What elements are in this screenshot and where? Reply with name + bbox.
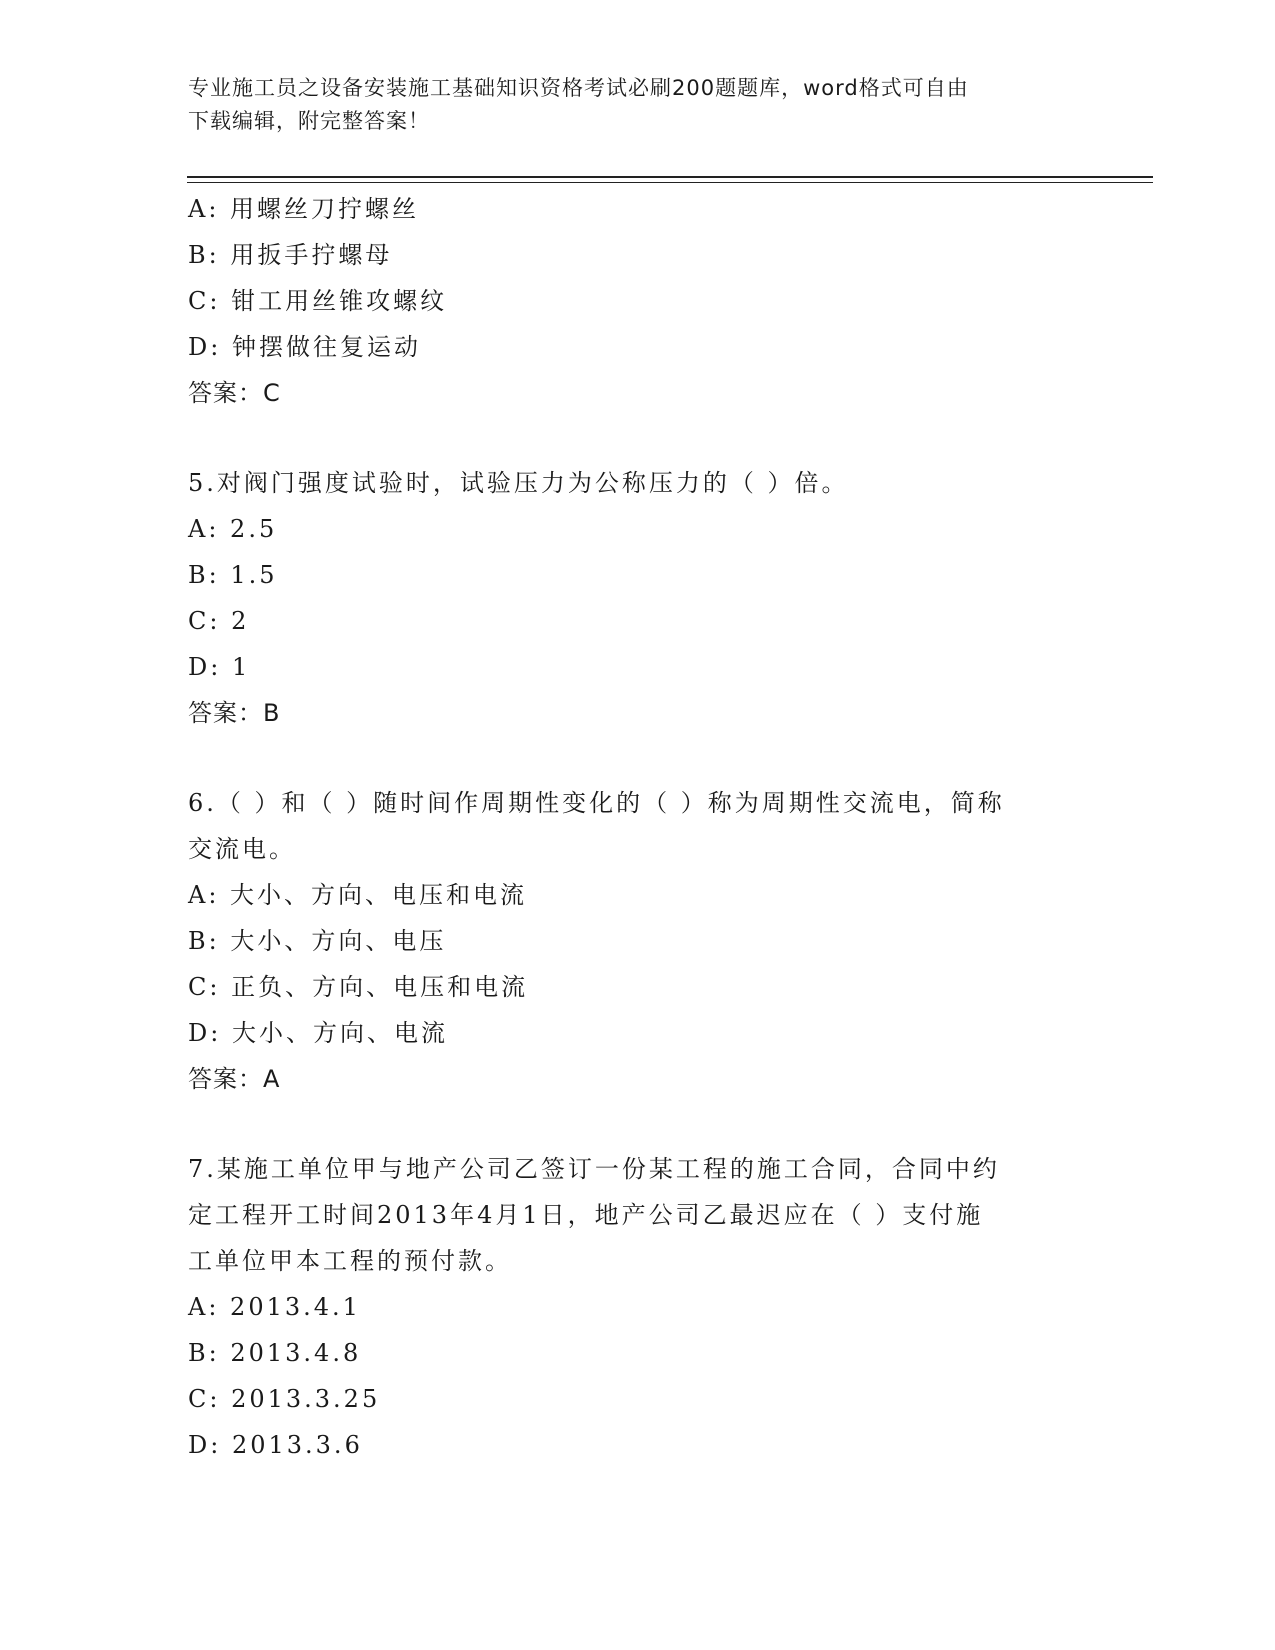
question-text-line-2: 交流电。 <box>188 835 296 863</box>
question-text-line-2: 定工程开工时间2013年4月1日，地产公司乙最迟应在（ ）支付施 <box>188 1201 984 1229</box>
question-text-line-3: 工单位甲本工程的预付款。 <box>188 1247 512 1275</box>
spacer <box>188 416 1088 460</box>
option-a: A: 2.5 <box>188 515 278 543</box>
option-a: A: 2013.4.1 <box>188 1293 361 1321</box>
spacer <box>188 1102 1088 1146</box>
question-list <box>188 186 1088 1468</box>
option-a: A: 用螺丝刀拧螺丝 <box>188 195 420 223</box>
question-text-line-1: 7.某施工单位甲与地产公司乙签订一份某工程的施工合同，合同中约 <box>188 1155 1000 1183</box>
option-c: C: 2013.3.25 <box>188 1385 381 1413</box>
option-d: D: 2013.3.6 <box>188 1431 363 1459</box>
question-6 <box>188 780 1088 1102</box>
header-line-1: 专业施工员之设备安装施工基础知识资格考试必刷200题题库，word格式可自由 <box>188 76 969 100</box>
answer-line: 答案：C <box>188 379 281 407</box>
document-header <box>188 72 1068 138</box>
option-b: B: 1.5 <box>188 561 278 589</box>
option-d: D: 大小、方向、电流 <box>188 1019 448 1047</box>
option-c: C: 正负、方向、电压和电流 <box>188 973 529 1001</box>
option-d: D: 钟摆做往复运动 <box>188 333 421 361</box>
spacer <box>188 736 1088 780</box>
option-b: B: 2013.4.8 <box>188 1339 362 1367</box>
question-5 <box>188 460 1088 736</box>
option-a: A: 大小、方向、电压和电流 <box>188 881 528 909</box>
answer-line: 答案：A <box>188 1065 281 1093</box>
header-divider-thick <box>187 176 1153 178</box>
header-line-2: 下载编辑，附完整答案！ <box>188 109 430 133</box>
answer-line: 答案：B <box>188 699 281 727</box>
option-b: B: 大小、方向、电压 <box>188 927 447 955</box>
option-d: D: 1 <box>188 653 251 681</box>
question-text-line-1: 6.（ ）和（ ）随时间作周期性变化的（ ）称为周期性交流电，简称 <box>188 789 1005 817</box>
question-4 <box>188 186 1088 416</box>
option-b: B: 用扳手拧螺母 <box>188 241 393 269</box>
option-c: C: 2 <box>188 607 250 635</box>
header-divider-thin <box>187 182 1153 183</box>
question-text: 5.对阀门强度试验时，试验压力为公称压力的（ ）倍。 <box>188 469 849 497</box>
option-c: C: 钳工用丝锥攻螺纹 <box>188 287 448 315</box>
question-7 <box>188 1146 1088 1468</box>
